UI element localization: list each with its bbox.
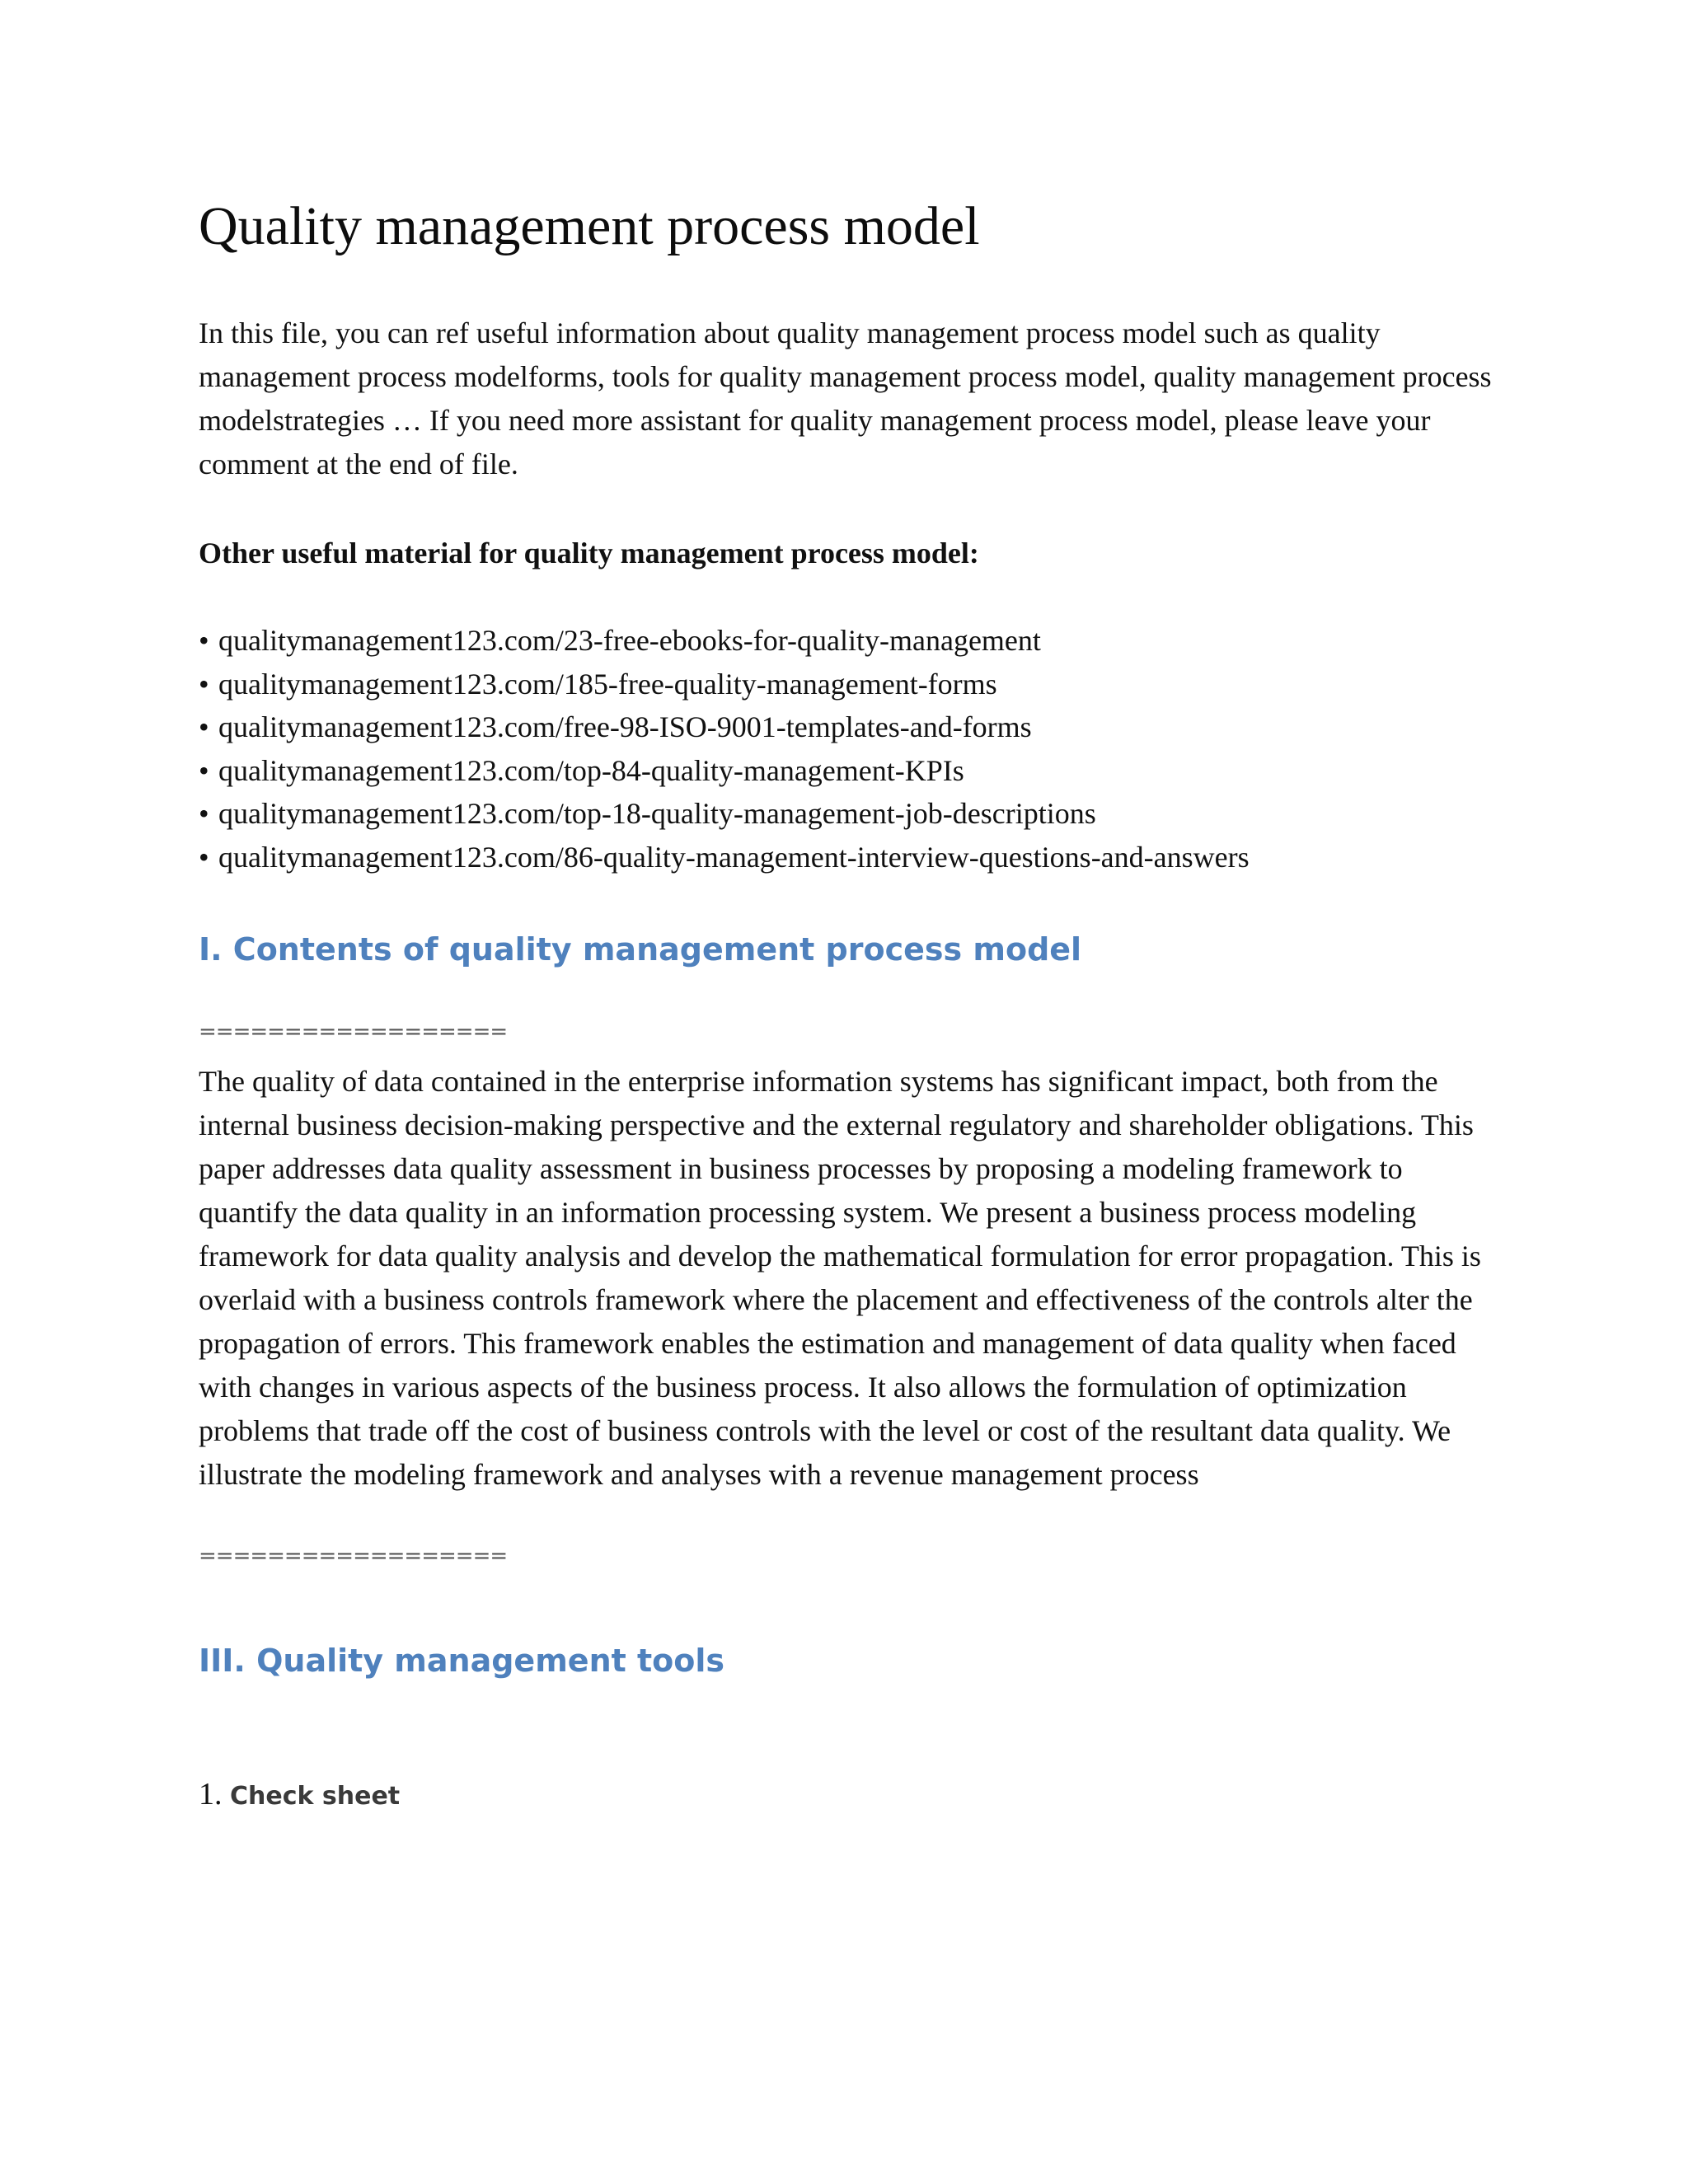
resource-link-text[interactable]: qualitymanagement123.com/top-18-quality-management-job-descriptions xyxy=(218,797,1096,830)
tool-item-check-sheet xyxy=(199,1773,1501,1818)
resource-link-item[interactable] xyxy=(199,705,1501,749)
resource-link-item[interactable] xyxy=(199,792,1501,836)
section-heading-contents: I. Contents of quality management process model xyxy=(199,931,1082,968)
resource-link-item[interactable] xyxy=(199,663,1501,706)
bullet-icon: • xyxy=(199,710,209,743)
resource-link-text[interactable]: qualitymanagement123.com/23-free-ebooks-for-quality-management xyxy=(218,624,1041,657)
resource-link-item[interactable] xyxy=(199,836,1501,879)
tool-item-number: 1. xyxy=(199,1777,223,1811)
page-title: Quality management process model xyxy=(199,196,980,256)
bullet-icon: • xyxy=(199,797,209,830)
abstract-paragraph: The quality of data contained in the enterprise information systems has significant impact, both from the internal business decision-making perspective and the external regulatory and shareholder obligations. This paper addresses data quality assessment in business processes by proposing a modeling framework to quantify the data quality in an information processing system. We present a business process modeling framework for data quality analysis and develop the mathematical formulation for error propagation. This is overlaid with a business controls framework where the placement and effectiveness of the controls alter the propagation of errors. This framework enables the estimation and management of data quality when faced with changes in various aspects of the business process. It also allows the formulation of optimization problems that trade off the cost of business controls with the level or cost of the resultant data quality. We illustrate the modeling framework and analyses with a revenue management process xyxy=(199,1065,1481,1491)
bullet-icon: • xyxy=(199,753,209,787)
bullet-icon: • xyxy=(199,624,209,657)
section-heading-tools: III. Quality management tools xyxy=(199,1643,725,1679)
resource-link-text[interactable]: qualitymanagement123.com/86-quality-management-interview-questions-and-answers xyxy=(218,840,1250,874)
resource-link-item[interactable] xyxy=(199,749,1501,793)
bullet-icon: • xyxy=(199,840,209,874)
material-heading: Other useful material for quality management process model: xyxy=(199,537,979,569)
resource-link-text[interactable]: qualitymanagement123.com/free-98-ISO-9001-templates-and-forms xyxy=(218,710,1032,743)
resource-link-list xyxy=(199,619,1501,879)
resource-link-text[interactable]: qualitymanagement123.com/top-84-quality-management-KPIs xyxy=(218,753,964,787)
divider-top: ================== xyxy=(199,1019,508,1044)
divider-bottom: ================== xyxy=(199,1544,508,1568)
bullet-icon: • xyxy=(199,667,209,701)
tool-item-label: Check sheet xyxy=(230,1782,401,1811)
resource-link-item[interactable] xyxy=(199,619,1501,663)
resource-link-text[interactable]: qualitymanagement123.com/185-free-quality-management-forms xyxy=(218,667,997,701)
intro-paragraph: In this file, you can ref useful information about quality management process model such as quality management process modelforms, tools for quality management process model, quality management process modelstrategies … If you need more assistant for quality management process model, please leave your comment at the end of file. xyxy=(199,316,1492,480)
